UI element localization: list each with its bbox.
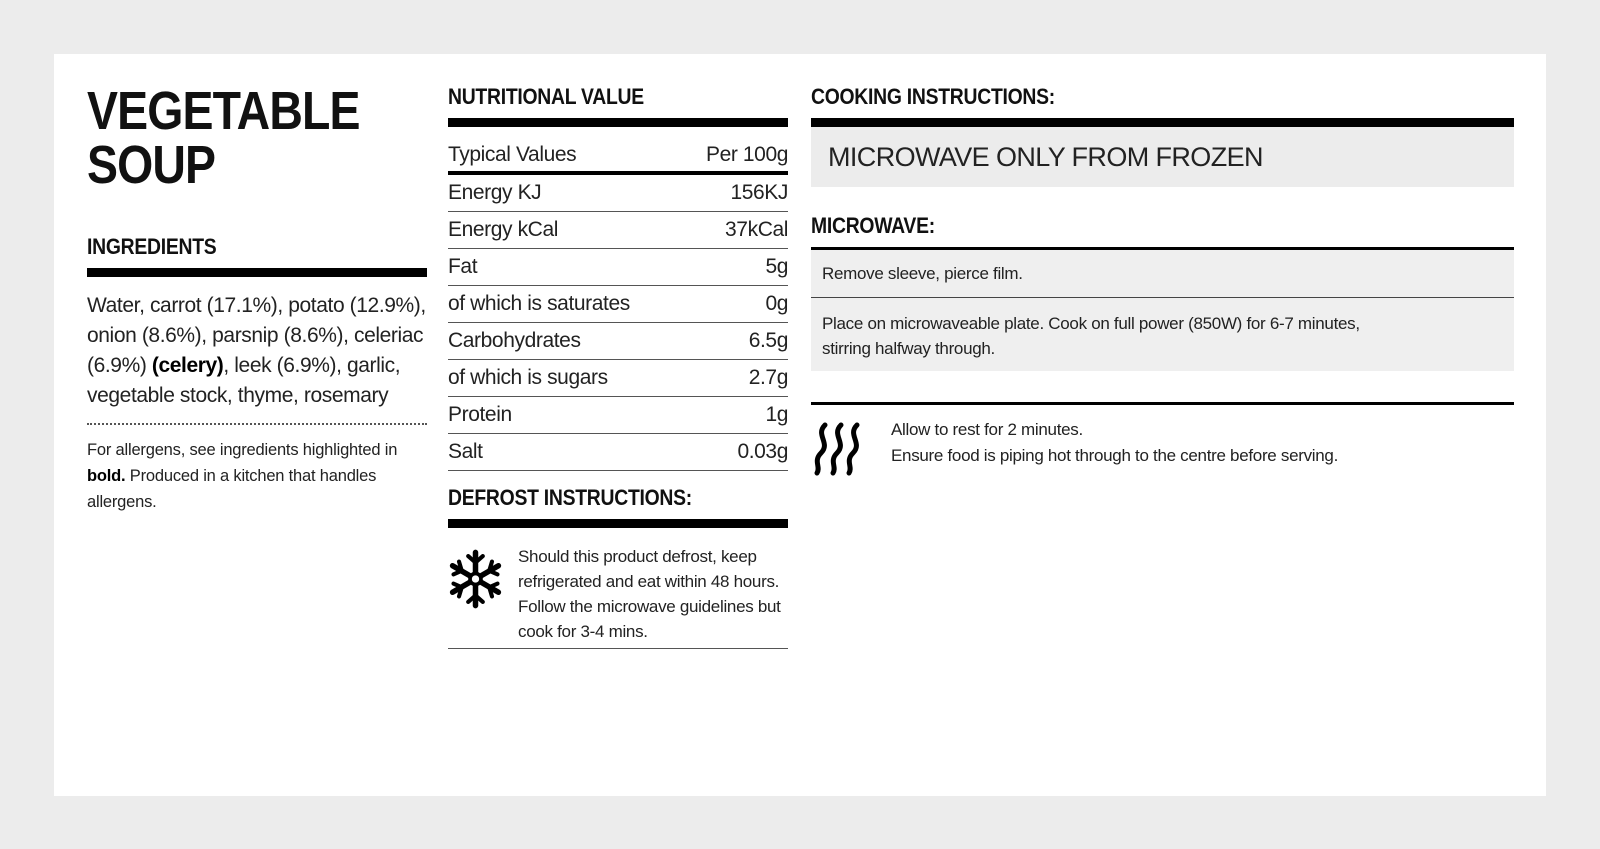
rest-text-line1: Allow to rest for 2 minutes. bbox=[891, 420, 1083, 439]
defrost-section bbox=[448, 528, 788, 649]
nutrient-value: 0g bbox=[682, 286, 788, 323]
nutrition-divider bbox=[448, 118, 788, 127]
table-row bbox=[448, 249, 788, 286]
ingredients-divider bbox=[87, 268, 427, 277]
left-column bbox=[87, 54, 427, 515]
table-row bbox=[448, 360, 788, 397]
cooking-divider bbox=[811, 118, 1514, 127]
nutrition-header-value: Per 100g bbox=[682, 138, 788, 173]
defrost-divider bbox=[448, 519, 788, 528]
defrost-text: Should this product defrost, keep refrigerated and eat within 48 hours. Follow the microwave guidelines but cook for 3-4 mins. bbox=[518, 547, 781, 641]
product-title-line2: SOUP bbox=[87, 135, 216, 195]
ingredients-text bbox=[87, 291, 427, 411]
nutrient-label: Salt bbox=[448, 434, 682, 471]
microwave-heading: MICROWAVE: bbox=[811, 213, 935, 238]
defrost-heading: DEFROST INSTRUCTIONS: bbox=[448, 485, 692, 510]
nutrient-label: Carbohydrates bbox=[448, 323, 682, 360]
allergen-note-bold: bold. bbox=[87, 467, 126, 485]
nutrition-heading: NUTRITIONAL VALUE bbox=[448, 84, 644, 109]
nutrition-header-row bbox=[448, 138, 788, 173]
middle-column bbox=[448, 54, 788, 649]
allergen-note-part2: Produced in a kitchen that handles allergens. bbox=[87, 467, 377, 511]
rest-section bbox=[811, 405, 1514, 485]
nutrient-label: Energy KJ bbox=[448, 173, 682, 212]
microwave-step-2-line2: stirring halfway through. bbox=[822, 339, 995, 358]
table-row bbox=[448, 323, 788, 360]
nutrient-label: Energy kCal bbox=[448, 212, 682, 249]
nutrition-table bbox=[448, 138, 788, 471]
nutrient-label: of which is saturates bbox=[448, 286, 682, 323]
ingredients-text-part1: Water, carrot (17.1%), potato (12.9%), onion (8.6%), parsnip (8.6%), celeriac (6.9%) bbox=[87, 294, 426, 377]
cooking-heading: COOKING INSTRUCTIONS: bbox=[811, 84, 1055, 109]
cooking-banner: MICROWAVE ONLY FROM FROZEN bbox=[811, 127, 1514, 187]
ingredients-heading: INGREDIENTS bbox=[87, 234, 217, 259]
product-title-line1: VEGETABLE bbox=[87, 81, 360, 141]
ingredients-text-part2: , leek (6.9%), garlic, vegetable stock, thyme, rosemary bbox=[87, 354, 401, 407]
rest-text bbox=[891, 417, 1338, 469]
nutrient-label: Fat bbox=[448, 249, 682, 286]
microwave-step-2-line1: Place on microwaveable plate. Cook on full power (850W) for 6-7 minutes, bbox=[822, 314, 1360, 333]
table-row bbox=[448, 286, 788, 323]
snowflake-icon bbox=[448, 548, 503, 610]
table-row bbox=[448, 397, 788, 434]
nutrient-value: 1g bbox=[682, 397, 788, 434]
table-row bbox=[448, 212, 788, 249]
dotted-divider bbox=[87, 423, 427, 425]
food-label bbox=[54, 54, 1546, 796]
table-row bbox=[448, 173, 788, 212]
microwave-step-2 bbox=[811, 298, 1514, 371]
nutrient-value: 37kCal bbox=[682, 212, 788, 249]
microwave-step-1: Remove sleeve, pierce film. bbox=[811, 250, 1514, 298]
right-column bbox=[811, 54, 1514, 485]
steam-icon bbox=[811, 421, 866, 477]
nutrient-value: 5g bbox=[682, 249, 788, 286]
nutrient-label: Protein bbox=[448, 397, 682, 434]
nutrient-value: 156KJ bbox=[682, 173, 788, 212]
nutrition-header-label: Typical Values bbox=[448, 138, 682, 173]
nutrient-label: of which is sugars bbox=[448, 360, 682, 397]
allergen-highlight: (celery) bbox=[151, 354, 224, 377]
rest-text-line2: Ensure food is piping hot through to the centre before serving. bbox=[891, 446, 1339, 465]
nutrient-value: 2.7g bbox=[682, 360, 788, 397]
product-title bbox=[87, 81, 431, 195]
allergen-note-part1: For allergens, see ingredients highlighted in bbox=[87, 441, 398, 459]
table-row bbox=[448, 434, 788, 471]
allergen-note bbox=[87, 437, 427, 515]
nutrient-value: 6.5g bbox=[682, 323, 788, 360]
nutrient-value: 0.03g bbox=[682, 434, 788, 471]
